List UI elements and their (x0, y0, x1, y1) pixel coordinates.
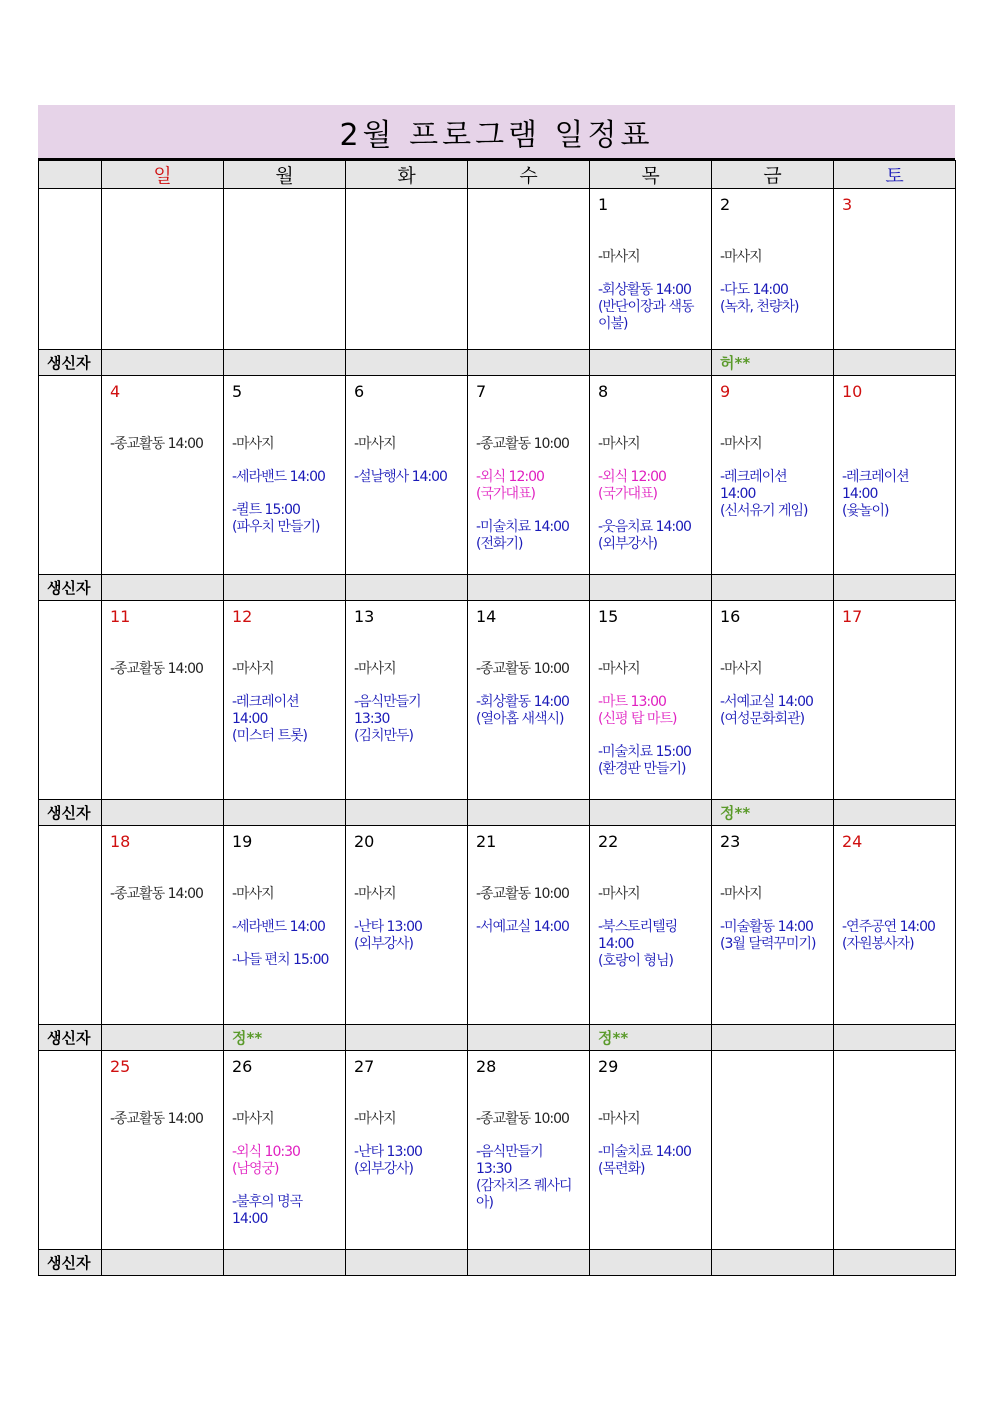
day-number: 2 (720, 195, 731, 214)
day-cell (834, 189, 956, 350)
birthday-cell (102, 800, 224, 826)
activity-entry: -다도 14:00 (녹차, 천량차) (720, 282, 799, 315)
day-cell (346, 189, 468, 350)
activity-entry: -마사지 (354, 661, 396, 677)
birthday-cell (102, 575, 224, 601)
birthday-cell (468, 1250, 590, 1276)
day-cell (224, 601, 346, 800)
day-number: 24 (842, 832, 863, 851)
header-wednesday: 수 (468, 161, 590, 189)
activity-entry: -마사지 (720, 436, 762, 452)
activity-entry: -마사지 (354, 436, 396, 452)
birthday-cell (590, 1025, 712, 1051)
day-number: 5 (232, 382, 243, 401)
day-number: 16 (720, 607, 741, 626)
day-number: 3 (842, 195, 853, 214)
activity-entry: -마사지 (354, 886, 396, 902)
birthday-cell (834, 575, 956, 601)
birthday-row (39, 350, 956, 376)
activity-entry (842, 436, 947, 453)
header-blank (39, 161, 102, 189)
week-row (39, 601, 956, 800)
birthday-cell (224, 800, 346, 826)
birthday-cell (712, 350, 834, 376)
day-number (232, 195, 337, 219)
day-cell (346, 601, 468, 800)
day-number: 26 (232, 1057, 253, 1076)
birthday-cell (346, 350, 468, 376)
activity-entry: -미술치료 15:00 (환경판 만들기) (598, 744, 691, 777)
week-row-label-cell (39, 376, 102, 575)
birthday-cell (224, 350, 346, 376)
birthday-cell (712, 1025, 834, 1051)
day-cell (712, 1051, 834, 1250)
activity-entry: -마사지 (598, 1111, 640, 1127)
day-number (842, 1057, 947, 1081)
activity-entry: -마사지 (232, 436, 274, 452)
activity-entry: -마사지 (598, 249, 640, 265)
activity-entry: -음식만들기 13:30 (김치만두) (354, 694, 421, 744)
day-number: 14 (476, 607, 497, 626)
day-cell (224, 376, 346, 575)
birthday-cell (712, 800, 834, 826)
day-cell (102, 826, 224, 1025)
activity-entry: -마사지 (232, 886, 274, 902)
day-number: 27 (354, 1057, 375, 1076)
week-row (39, 376, 956, 575)
day-cell (468, 189, 590, 350)
activity-entry: -종교활동 14:00 (110, 886, 203, 902)
birthday-cell (102, 1250, 224, 1276)
birthday-cell (468, 575, 590, 601)
birthday-cell (712, 1250, 834, 1276)
birthday-row-label: 생신자 (39, 800, 102, 826)
activity-entry: -마사지 (232, 661, 274, 677)
header-sunday: 일 (102, 161, 224, 189)
header-friday: 금 (712, 161, 834, 189)
week-row-label-cell (39, 189, 102, 350)
day-number: 6 (354, 382, 365, 401)
activity-entry: -종교활동 14:00 (110, 1111, 203, 1127)
day-number: 22 (598, 832, 619, 851)
birthday-name: 정** (232, 1029, 263, 1047)
birthday-cell (224, 1025, 346, 1051)
birthday-cell (346, 575, 468, 601)
day-number: 23 (720, 832, 741, 851)
birthday-cell (590, 800, 712, 826)
activity-entry: -레크레이션 14:00 (윷놀이) (842, 469, 909, 519)
day-number: 28 (476, 1057, 497, 1076)
birthday-row-label: 생신자 (39, 1250, 102, 1276)
page-title: 2월 프로그램 일정표 (38, 105, 955, 160)
activity-entry: -설날행사 14:00 (354, 469, 447, 485)
header-saturday: 토 (834, 161, 956, 189)
activity-entry: -레크레이션 14:00 (신서유기 게임) (720, 469, 808, 519)
header-monday: 월 (224, 161, 346, 189)
birthday-cell (590, 350, 712, 376)
birthday-cell (468, 800, 590, 826)
day-number: 7 (476, 382, 487, 401)
activity-entry: -미술치료 14:00 (전화기) (476, 519, 569, 552)
birthday-row (39, 800, 956, 826)
activity-entry: -난타 13:00 (외부강사) (354, 919, 422, 952)
activity-entry: -종교활동 10:00 (476, 661, 569, 677)
day-cell (224, 826, 346, 1025)
birthday-cell (468, 1025, 590, 1051)
activity-entry: -마사지 (598, 886, 640, 902)
day-number: 19 (232, 832, 253, 851)
day-cell (468, 376, 590, 575)
birthday-cell (834, 1025, 956, 1051)
day-cell (346, 1051, 468, 1250)
day-cell (102, 601, 224, 800)
activity-entry: -마사지 (720, 249, 762, 265)
birthday-cell (346, 800, 468, 826)
activity-entry: -레크레이션 14:00 (미스터 트롯) (232, 694, 307, 744)
activity-entry: -종교활동 10:00 (476, 886, 569, 902)
day-number: 21 (476, 832, 497, 851)
week-row (39, 1051, 956, 1250)
birthday-row (39, 1250, 956, 1276)
day-cell (712, 376, 834, 575)
day-cell (834, 1051, 956, 1250)
birthday-cell (834, 350, 956, 376)
activity-entry: -난타 13:00 (외부강사) (354, 1144, 422, 1177)
week-row (39, 826, 956, 1025)
birthday-name: 정** (598, 1029, 629, 1047)
header-thursday: 목 (590, 161, 712, 189)
birthday-cell (102, 1025, 224, 1051)
day-cell (468, 1051, 590, 1250)
day-number: 11 (110, 607, 131, 626)
calendar-table (38, 160, 956, 1276)
activity-entry: -마사지 (232, 1111, 274, 1127)
birthday-cell (468, 350, 590, 376)
activity-entry: -종교활동 14:00 (110, 436, 203, 452)
week-row (39, 189, 956, 350)
birthday-row (39, 575, 956, 601)
day-number: 8 (598, 382, 609, 401)
day-cell (834, 376, 956, 575)
activity-entry: -웃음치료 14:00 (외부강사) (598, 519, 691, 552)
day-number (476, 195, 581, 219)
day-cell (590, 376, 712, 575)
activity-entry: -마사지 (720, 661, 762, 677)
day-cell (590, 189, 712, 350)
day-cell (590, 601, 712, 800)
birthday-row (39, 1025, 956, 1051)
day-number: 9 (720, 382, 731, 401)
activity-entry: -회상활동 14:00 (열아홉 새색시) (476, 694, 569, 727)
activity-entry: -마사지 (354, 1111, 396, 1127)
day-cell (712, 601, 834, 800)
activity-entry: -세라밴드 14:00 (232, 919, 325, 935)
activity-entry: -외식 12:00 (국가대표) (598, 469, 666, 502)
day-cell (712, 826, 834, 1025)
birthday-cell (590, 1250, 712, 1276)
birthday-cell (224, 575, 346, 601)
day-number: 20 (354, 832, 375, 851)
day-number: 1 (598, 195, 609, 214)
day-number: 4 (110, 382, 121, 401)
birthday-row-label: 생신자 (39, 1025, 102, 1051)
header-tuesday: 화 (346, 161, 468, 189)
schedule-sheet (38, 105, 955, 1276)
day-cell (834, 601, 956, 800)
activity-entry (842, 886, 947, 903)
birthday-cell (102, 350, 224, 376)
activity-entry: -마사지 (598, 661, 640, 677)
day-cell (712, 189, 834, 350)
birthday-row-label: 생신자 (39, 350, 102, 376)
activity-entry: -서예교실 14:00 (476, 919, 569, 935)
birthday-name: 정** (720, 804, 751, 822)
day-number: 13 (354, 607, 375, 626)
day-number (110, 195, 215, 219)
day-cell (590, 1051, 712, 1250)
day-number: 29 (598, 1057, 619, 1076)
activity-entry: -미술치료 14:00 (목련화) (598, 1144, 691, 1177)
birthday-cell (712, 575, 834, 601)
week-row-label-cell (39, 826, 102, 1025)
day-cell (468, 601, 590, 800)
day-cell (834, 826, 956, 1025)
week-row-label-cell (39, 601, 102, 800)
day-number: 10 (842, 382, 863, 401)
activity-entry: -종교활동 10:00 (476, 1111, 569, 1127)
day-cell (102, 376, 224, 575)
day-cell (346, 826, 468, 1025)
activity-entry: -불후의 명곡 14:00 (232, 1194, 303, 1227)
birthday-cell (346, 1250, 468, 1276)
activity-entry: -회상활동 14:00 (반단이장과 색동이불) (598, 282, 694, 332)
activity-entry: -세라밴드 14:00 (232, 469, 325, 485)
day-number: 15 (598, 607, 619, 626)
activity-entry: -음식만들기 13:30 (감자치즈 퀘사디아) (476, 1144, 572, 1211)
birthday-name: 허** (720, 354, 751, 372)
activity-entry: -나들 편치 15:00 (232, 952, 329, 968)
birthday-cell (834, 1250, 956, 1276)
activity-entry: -미술활동 14:00 (3월 달력꾸미기) (720, 919, 816, 952)
birthday-row-label: 생신자 (39, 575, 102, 601)
week-row-label-cell (39, 1051, 102, 1250)
activity-entry: -외식 12:00 (국가대표) (476, 469, 544, 502)
activity-entry: -연주공연 14:00 (자원봉사자) (842, 919, 935, 952)
activity-entry: -마트 13:00 (신평 탑 마트) (598, 694, 677, 727)
day-number: 25 (110, 1057, 131, 1076)
activity-entry: -퀼트 15:00 (파우치 만들기) (232, 502, 320, 535)
birthday-cell (590, 575, 712, 601)
day-cell (102, 189, 224, 350)
day-cell (224, 189, 346, 350)
activity-entry: -마사지 (720, 886, 762, 902)
activity-entry: -종교활동 14:00 (110, 661, 203, 677)
day-number: 17 (842, 607, 863, 626)
day-cell (468, 826, 590, 1025)
activity-entry: -북스토리텔링 14:00 (호랑이 형님) (598, 919, 678, 969)
day-cell (590, 826, 712, 1025)
activity-entry: -종교활동 10:00 (476, 436, 569, 452)
day-number: 12 (232, 607, 253, 626)
day-cell (224, 1051, 346, 1250)
birthday-cell (346, 1025, 468, 1051)
day-number: 18 (110, 832, 131, 851)
weekday-header-row (39, 161, 956, 189)
activity-entry: -외식 10:30 (남영궁) (232, 1144, 300, 1177)
birthday-cell (834, 800, 956, 826)
day-number (720, 1057, 825, 1081)
day-cell (102, 1051, 224, 1250)
day-cell (346, 376, 468, 575)
activity-entry: -서예교실 14:00 (여성문화회관) (720, 694, 813, 727)
day-number (354, 195, 459, 219)
activity-entry: -마사지 (598, 436, 640, 452)
birthday-cell (224, 1250, 346, 1276)
